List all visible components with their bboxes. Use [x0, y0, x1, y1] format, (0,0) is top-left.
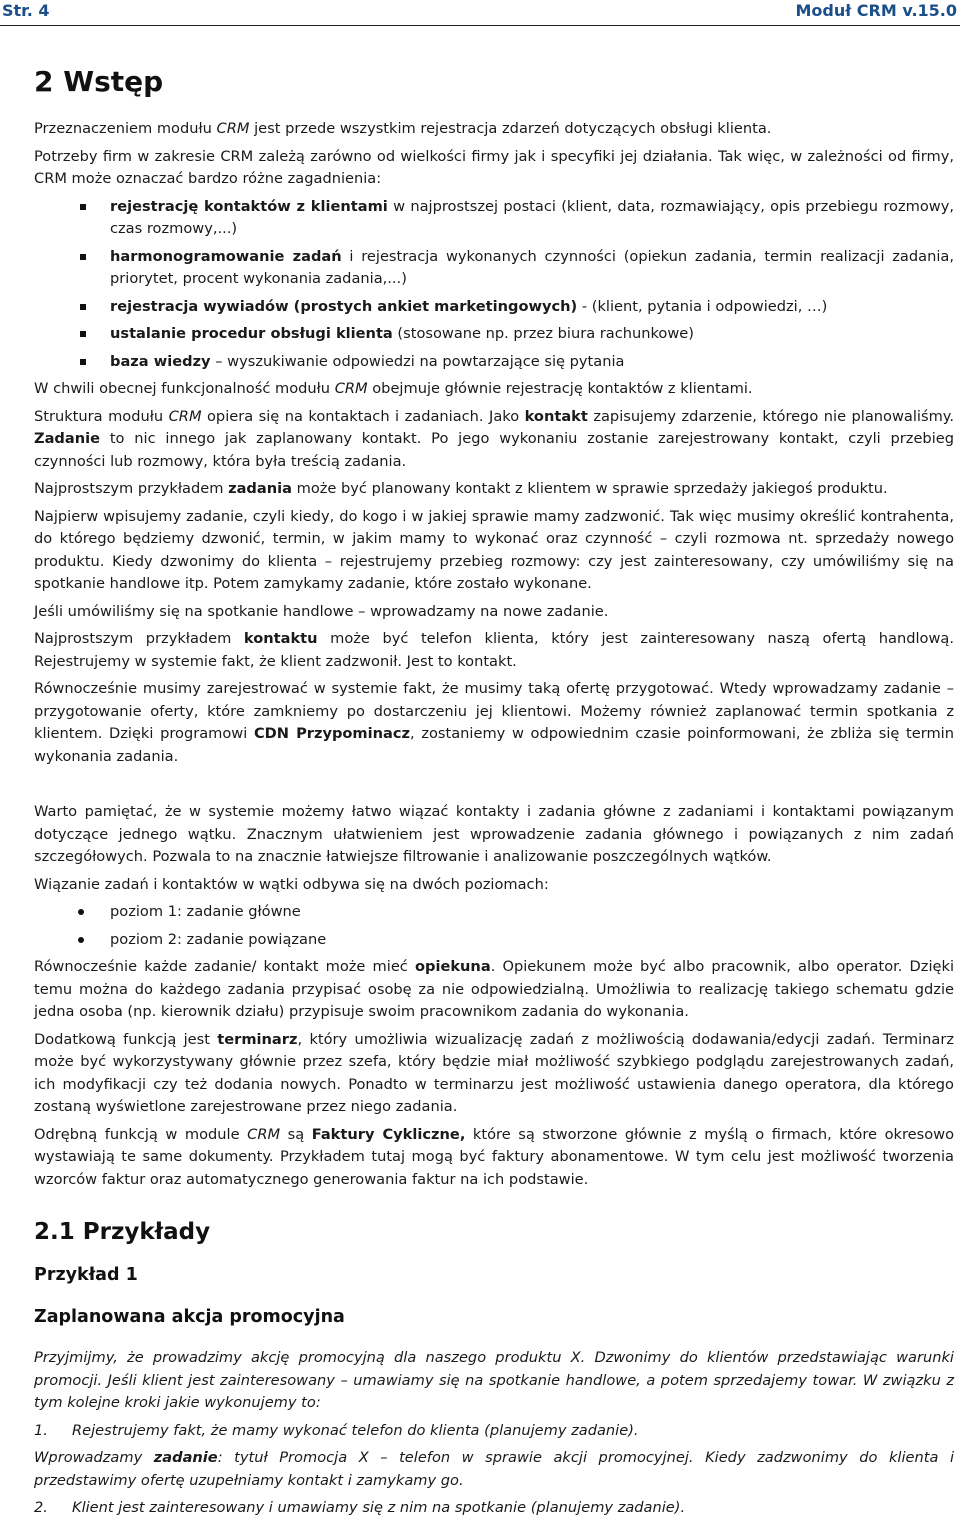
list-item: harmonogramowanie zadań i rejestracja wykonanych czynności (opiekun zadania, termin realizacji zadania, priorytet, procent wykonania zadania,...): [34, 246, 954, 291]
list-item: 1. Rejestrujemy fakt, że mamy wykonać telefon do klienta (planujemy zadanie).: [34, 1421, 639, 1439]
list-item: rejestracja wywiadów (prostych ankiet marketingowych) - (klient, pytania i odpowiedzi, …): [34, 296, 954, 319]
paragraph-reminder: Równocześnie musimy zarejestrować w systemie fakt, że musimy taką ofertę przygotować. Wtedy wprowadzamy zadanie – przygotowanie oferty, które zamkniemy po dostarczeniu jej klientowi. Możemy również zaplanować termin spotkania z klientem. Dzięki programowi CDN Przypominacz, zostaniemy w odpowiednim czasie poinformowani, że zbliża się termin wykonania zadania.: [34, 680, 954, 765]
page-number: Str. 4: [2, 1, 50, 20]
subsection-title: 2.1 Przykłady: [34, 1219, 211, 1245]
page-header: [0, 0, 960, 26]
list-item: 2. Klient jest zainteresowany i umawiamy się z nim na spotkanie (planujemy zadanie).: [34, 1499, 686, 1516]
paragraph-threads: Warto pamiętać, że w systemie możemy łatwo wiązać kontakty i zadania główne z zadaniami i kontaktami powiązanym dotyczące jednego wątku. Znacznym ułatwieniem jest wprowadzenie zadania głównego i powiązanych z nim zadań szczegółowych. Pozwala to na znacznie łatwiejsze filtrowanie i analizowanie poszczególnych wątków.: [34, 803, 954, 865]
paragraph-owner: Równocześnie każde zadanie/ kontakt może mieć opiekuna. Opiekunem może być albo pracownik, albo operator. Dzięki temu można do każdego zadania przypisać osobę za nie odpowiedzialną. Umożliwia to realizację takiego schematu gdzie jedna osoba (np. kierownik działu) przypisuje swoim pracownikom zadania do wykonania.: [34, 958, 954, 1020]
levels-list: [34, 901, 954, 951]
paragraph-enter-task: Wprowadzamy zadanie: tytuł Promocja X – telefon w sprawie akcji promocyjnej. Kiedy zadzwonimy do klienta i przedstawimy ofertę uzupełniamy kontakt i zamykamy go.: [34, 1449, 955, 1489]
section-title: 2 Wstęp: [34, 65, 164, 98]
paragraph-purpose: Przeznaczeniem modułu CRM jest przede wszystkim rejestracja zdarzeń dotyczących obsługi klienta.: [34, 120, 772, 137]
paragraph-task-example: Najprostszym przykładem zadania może być planowany kontakt z klientem w sprawie sprzedaży jakiegoś produktu.: [34, 480, 888, 497]
paragraph-task-steps: Najpierw wpisujemy zadanie, czyli kiedy, do kogo i w jakiej sprawie mamy zadzwonić. Tak więc musimy określić kontrahenta, do którego będziemy dzwonić, termin, w jakim mamy to wykonać oraz czynność – czyli rozmowa nt. sprzedaży nowego produktu. Kiedy dzwonimy do klienta – rejestrujemy przebieg rozmowy: czy jest zainteresowany, czy umówiliśmy się na spotkanie handlowe itp. Potem zamykamy zadanie, które zostało wykonane.: [34, 507, 954, 592]
paragraph-invoices: Odrębną funkcją w module CRM są Faktury Cykliczne, które są stworzone głównie z myślą o firmach, które okresowo wystawiają te same dokumenty. Przykładem tutaj mogą być faktury abonamentowe. W tym celu jest możliwość tworzenia wzorców faktur oraz automatycznego generowania faktur na ich podstawie.: [34, 1125, 955, 1188]
list-item: poziom 1: zadanie główne: [34, 901, 954, 924]
paragraph-scheduler: Dodatkową funkcją jest terminarz, który umożliwia wizualizację zadań z możliwością dodawania/edycji zadań. Terminarz może być wykorzystywany głównie przez szefa, który będzie miał możliwość szybkiego podglądu zarejestrowanych zadań, ich modyfikacji czy też dodania nowych. Ponadto w terminarzu jest możliwość ustawienia danego operatora, dla którego zostaną wyświetlone zarejestrowane przez niego zadania.: [34, 1030, 955, 1115]
paragraph-structure: Struktura modułu CRM opiera się na kontaktach i zadaniach. Jako kontakt zapisujemy zdarzenie, którego nie planowaliśmy. Zadanie to nic innego jak zaplanowany kontakt. Po jego wykonaniu zostanie zarejestrowany kontakt, czyli przebieg czynności lub rozmowy, która była treścią zadania.: [34, 407, 954, 470]
module-version: Moduł CRM v.15.0: [795, 1, 957, 20]
spacer: [34, 773, 954, 801]
list-item: ustalanie procedur obsługi klienta (stosowane np. przez biura rachunkowe): [34, 323, 954, 346]
header-divider: [0, 25, 960, 26]
example-title: Przykład 1: [34, 1265, 138, 1285]
steps-list-1: [34, 1420, 954, 1443]
paragraph-example-intro: Przyjmijmy, że prowadzimy akcję promocyjną dla naszego produktu X. Dzwonimy do klientów przedstawiając warunki promocji. Jeśli klient jest zainteresowany – umawiamy się na spotkanie handlowe, a potem sprzedajemy towar. W związku z tym kolejne kroki jakie wykonujemy to:: [34, 1349, 954, 1411]
paragraph-levels: Wiązanie zadań i kontaktów w wątki odbywa się na dwóch poziomach:: [34, 875, 549, 893]
document-body: [34, 62, 954, 1525]
paragraph-meeting: Jeśli umówiliśmy się na spotkanie handlowe – wprowadzamy na nowe zadanie.: [34, 602, 609, 620]
paragraph-current-functionality: W chwili obecnej funkcjonalność modułu CRM obejmuje głównie rejestrację kontaktów z klientami.: [34, 380, 753, 397]
list-item: poziom 2: zadanie powiązane: [34, 929, 954, 952]
crm-topics-list: [34, 196, 954, 374]
paragraph-needs: Potrzeby firm w zakresie CRM zależą zarówno od wielkości firmy jak i specyfiki jej działania. Tak więc, w zależności od firmy, CRM może oznaczać bardzo różne zagadnienia:: [34, 147, 954, 187]
list-item: rejestrację kontaktów z klientami w najprostszej postaci (klient, data, rozmawiający, opis przebiegu rozmowy, czas rozmowy,...): [34, 196, 954, 241]
paragraph-contact-example: Najprostszym przykładem kontaktu może być telefon klienta, który jest zainteresowany naszą ofertą handlową. Rejestrujemy w systemie fakt, że klient zadzwonił. Jest to kontakt.: [34, 630, 954, 670]
steps-list-2: [34, 1497, 954, 1520]
example-subtitle: Zaplanowana akcja promocyjna: [34, 1307, 345, 1327]
list-item: baza wiedzy – wyszukiwanie odpowiedzi na powtarzające się pytania: [34, 351, 954, 374]
